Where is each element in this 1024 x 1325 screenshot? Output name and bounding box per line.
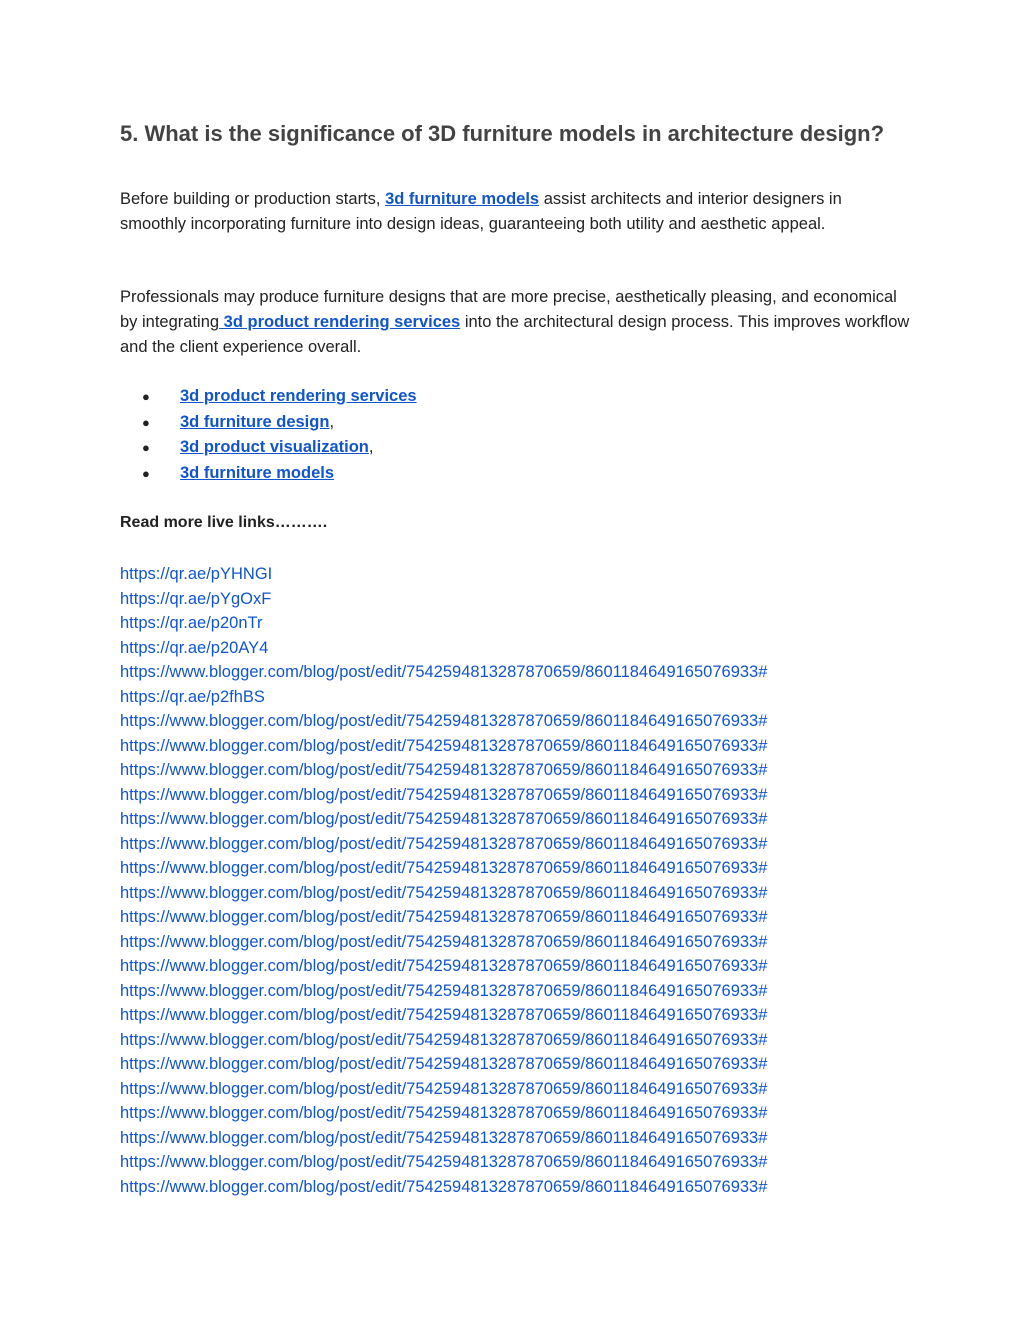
list-item: [120, 410, 417, 436]
url-link[interactable]: https://www.blogger.com/blog/post/edit/7542594813287870659/8601184649165076933#: [120, 1177, 768, 1196]
section-heading: 5. What is the significance of 3D furniture models in architecture design?: [120, 121, 885, 146]
bullet-icon: ●: [142, 440, 150, 455]
bullet-suffix: ,: [368, 438, 374, 456]
url-link[interactable]: https://www.blogger.com/blog/post/edit/7542594813287870659/8601184649165076933#: [120, 712, 768, 730]
rendering-paragraph: [120, 285, 910, 360]
read-more-heading: Read more live links……….: [120, 514, 328, 531]
url-item: [120, 611, 767, 636]
bullet-icon: ●: [142, 389, 150, 404]
url-item: [120, 930, 767, 955]
url-item: [120, 832, 767, 857]
furniture-models-link[interactable]: 3d furniture models: [385, 190, 540, 208]
url-list: [120, 562, 767, 1199]
url-item: [120, 1126, 767, 1151]
bullet-link[interactable]: 3d furniture models: [180, 463, 335, 482]
url-item: [120, 709, 767, 734]
url-item: [120, 1052, 767, 1077]
list-item: [120, 435, 417, 461]
url-link[interactable]: https://www.blogger.com/blog/post/edit/7542594813287870659/8601184649165076933#: [120, 1055, 768, 1073]
url-item: [120, 783, 767, 808]
intro-text-after: assist architects and interior designers in smoothly incorporating furniture into design ideas, guaranteeing both utility and aesthetic appeal.: [120, 190, 842, 233]
url-link[interactable]: https://www.blogger.com/blog/post/edit/7542594813287870659/8601184649165076933#: [120, 761, 768, 779]
url-item: [120, 734, 767, 759]
url-item: [120, 905, 767, 930]
bullet-icon: ●: [142, 414, 150, 430]
url-item: [120, 1003, 767, 1028]
bullet-icon: ●: [142, 465, 150, 481]
url-item: [120, 1077, 767, 1102]
url-link[interactable]: https://www.blogger.com/blog/post/edit/7542594813287870659/8601184649165076933#: [120, 1153, 768, 1171]
url-item: [120, 685, 767, 710]
url-link[interactable]: https://www.blogger.com/blog/post/edit/7542594813287870659/8601184649165076933#: [120, 1128, 768, 1147]
url-link[interactable]: https://qr.ae/p20AY4: [120, 638, 269, 657]
url-item: [120, 807, 767, 832]
url-item: [120, 587, 767, 612]
url-link[interactable]: https://www.blogger.com/blog/post/edit/7542594813287870659/8601184649165076933#: [120, 834, 768, 853]
url-item: [120, 1150, 767, 1175]
rendering-services-link[interactable]: 3d product rendering services: [219, 313, 461, 331]
url-link[interactable]: https://www.blogger.com/blog/post/edit/7542594813287870659/8601184649165076933#: [120, 1104, 768, 1122]
url-item: [120, 660, 767, 685]
url-item: [120, 1101, 767, 1126]
url-link[interactable]: https://qr.ae/pYgOxF: [120, 589, 272, 608]
url-item: [120, 856, 767, 881]
url-link[interactable]: https://qr.ae/p2fhBS: [120, 687, 265, 706]
url-link[interactable]: https://www.blogger.com/blog/post/edit/7542594813287870659/8601184649165076933#: [120, 932, 768, 951]
url-link[interactable]: https://www.blogger.com/blog/post/edit/7542594813287870659/8601184649165076933#: [120, 981, 768, 1000]
url-link[interactable]: https://www.blogger.com/blog/post/edit/7542594813287870659/8601184649165076933#: [120, 810, 768, 828]
url-link[interactable]: https://www.blogger.com/blog/post/edit/7542594813287870659/8601184649165076933#: [120, 908, 768, 926]
url-link[interactable]: https://www.blogger.com/blog/post/edit/7542594813287870659/8601184649165076933#: [120, 1030, 768, 1049]
url-item: [120, 1175, 767, 1200]
bullet-link[interactable]: 3d furniture design: [180, 412, 330, 431]
intro-paragraph: [120, 187, 910, 237]
url-link[interactable]: https://www.blogger.com/blog/post/edit/7542594813287870659/8601184649165076933#: [120, 883, 768, 902]
url-item: [120, 1028, 767, 1053]
url-link[interactable]: https://qr.ae/pYHNGI: [120, 565, 273, 583]
url-link[interactable]: https://www.blogger.com/blog/post/edit/7542594813287870659/8601184649165076933#: [120, 859, 768, 877]
rendering-text-after: into the architectural design process. This improves workflow and the client experience overall.: [120, 313, 910, 356]
url-item: [120, 881, 767, 906]
service-link-list: [120, 384, 417, 486]
bullet-link[interactable]: 3d product visualization: [180, 438, 369, 456]
list-item: [120, 461, 417, 487]
rendering-text-before: Professionals may produce furniture designs that are more precise, aesthetically pleasing, and economical by integrating: [120, 288, 897, 331]
url-item: [120, 636, 767, 661]
url-link[interactable]: https://qr.ae/p20nTr: [120, 614, 263, 632]
url-link[interactable]: https://www.blogger.com/blog/post/edit/7542594813287870659/8601184649165076933#: [120, 1079, 768, 1098]
bullet-suffix: ,: [329, 412, 335, 431]
url-item: [120, 562, 767, 587]
url-link[interactable]: https://www.blogger.com/blog/post/edit/7542594813287870659/8601184649165076933#: [120, 736, 768, 755]
url-link[interactable]: https://www.blogger.com/blog/post/edit/7542594813287870659/8601184649165076933#: [120, 663, 768, 681]
url-link[interactable]: https://www.blogger.com/blog/post/edit/7542594813287870659/8601184649165076933#: [120, 785, 768, 804]
bullet-link[interactable]: 3d product rendering services: [180, 387, 417, 405]
url-item: [120, 758, 767, 783]
list-item: [120, 384, 417, 410]
url-item: [120, 954, 767, 979]
url-item: [120, 979, 767, 1004]
intro-text-before: Before building or production starts,: [120, 190, 386, 208]
url-link[interactable]: https://www.blogger.com/blog/post/edit/7542594813287870659/8601184649165076933#: [120, 957, 768, 975]
url-link[interactable]: https://www.blogger.com/blog/post/edit/7542594813287870659/8601184649165076933#: [120, 1006, 768, 1024]
